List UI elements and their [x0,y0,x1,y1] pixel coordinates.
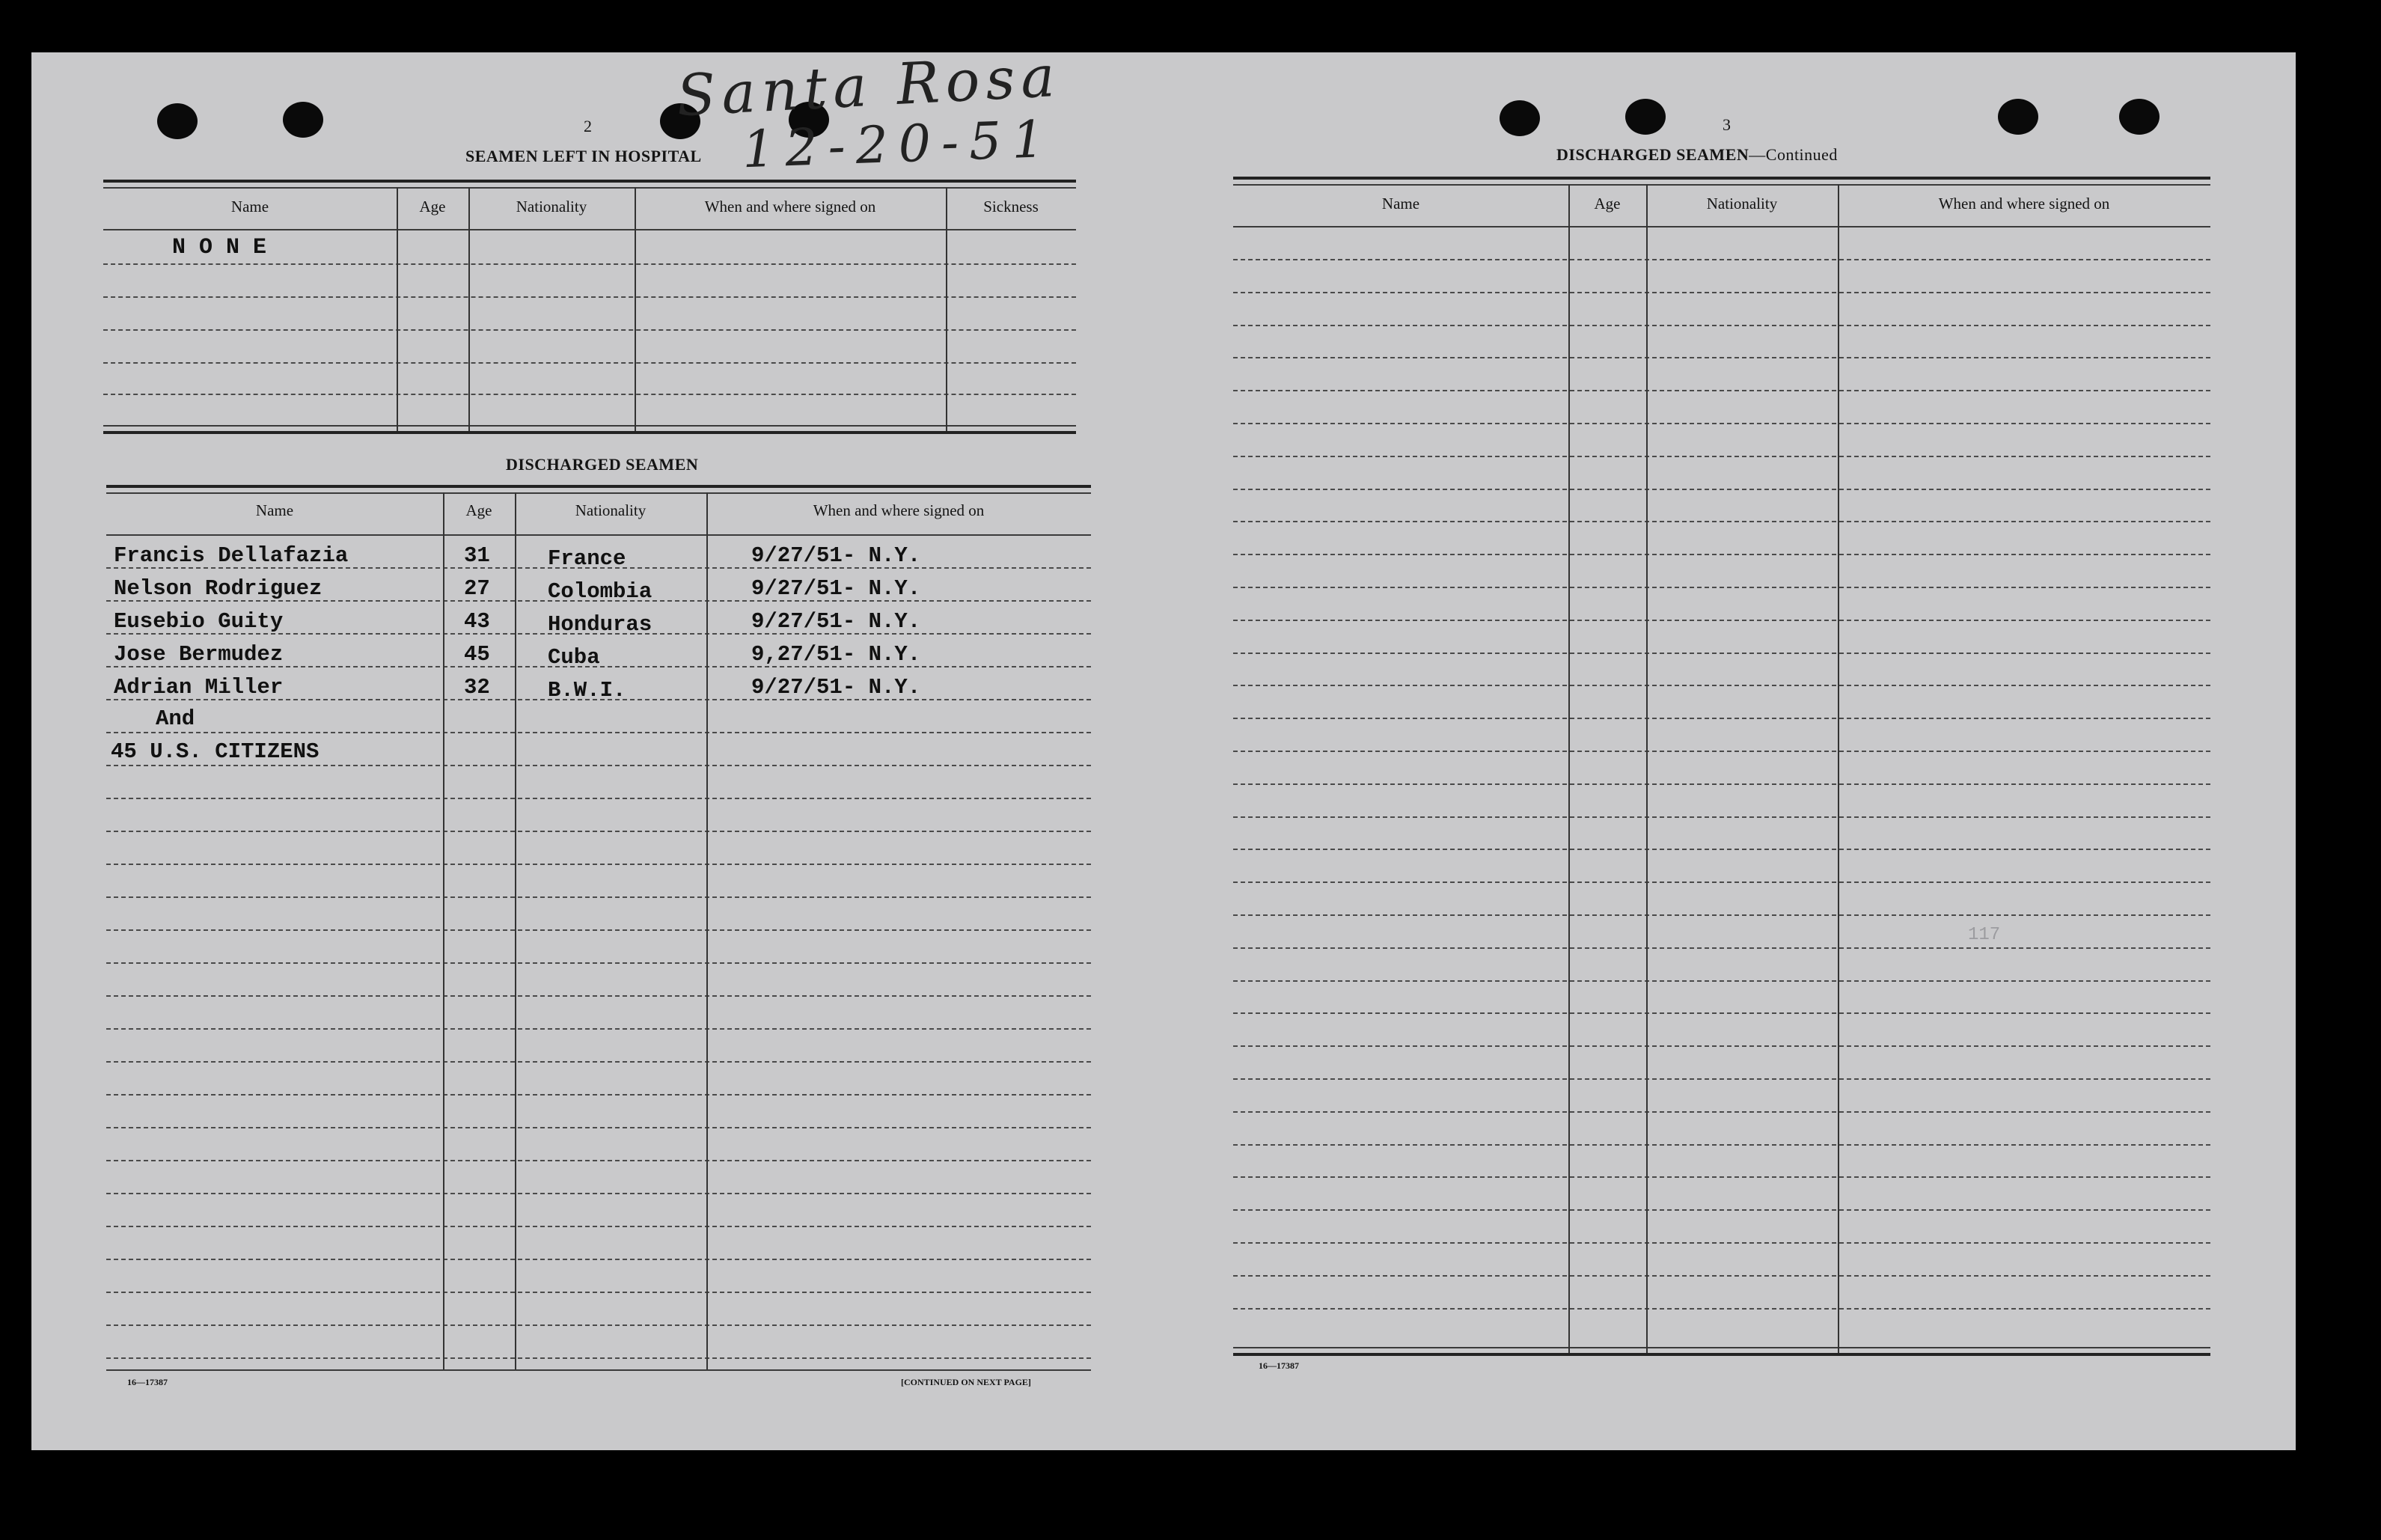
discharged-continued-heading [1556,145,1838,165]
ruled-line [1233,947,2210,949]
ruled-line [106,962,1091,964]
hospital-entry-none: N O N E [172,235,267,260]
col-header-name: Name [230,198,269,216]
document-sheet [31,42,2296,1450]
ruled-line [106,732,1091,733]
ruled-line [1233,816,2210,818]
ruled-line [1233,914,2210,916]
punch-hole [2119,99,2160,135]
col-header-age: Age [419,198,446,216]
ruled-line [1233,292,2210,293]
seaman-signed-on: 9/27/51- N.Y. [751,609,921,634]
ruled-line [106,1357,1091,1359]
ruled-line [1233,783,2210,785]
ruled-line [106,798,1091,799]
ruled-line [1233,718,2210,719]
seaman-signed-on: 9,27/51- N.Y. [751,642,921,667]
ruled-line [1233,1176,2210,1178]
ruled-line [106,896,1091,898]
us-citizens-line: 45 U.S. CITIZENS [111,739,320,764]
seaman-nationality: France [548,546,626,571]
and-line: And [156,706,195,731]
col-header-sickness: Sickness [983,198,1039,216]
seaman-nationality: Honduras [548,612,652,637]
ruled-line [106,765,1091,766]
ruled-line [1233,1111,2210,1113]
col-header-signed-on: When and where signed on [704,198,876,216]
punch-hole [1998,99,2038,135]
ruled-line [106,831,1091,832]
seaman-age: 27 [464,576,490,601]
punch-hole [1500,100,1540,136]
seaman-name: Adrian Miller [114,675,284,700]
ruled-line [106,1324,1091,1326]
seaman-name: Francis Dellafazia [114,543,349,568]
seaman-age: 43 [464,609,490,634]
seaman-nationality: B.W.I. [548,678,626,703]
seaman-name: Jose Bermudez [114,642,284,667]
ruled-line [106,1292,1091,1293]
ruled-line [1233,849,2210,850]
ruled-line [106,1226,1091,1227]
col-header-signed-on: When and where signed on [813,501,985,519]
seaman-name: Nelson Rodriguez [114,576,323,601]
ruled-line [106,1127,1091,1128]
ruled-line [1233,325,2210,326]
seaman-age: 31 [464,543,490,568]
seaman-name: Eusebio Guity [114,609,284,634]
handwritten-ship-name: Santa Rosa [675,42,1063,129]
ruled-line [1233,423,2210,424]
col-header-name: Name [1381,195,1420,213]
page-number-right: 3 [1723,115,1731,134]
ruled-line [106,1094,1091,1096]
ruled-line [106,1259,1091,1260]
ruled-line [1233,587,2210,588]
ruled-line [1233,685,2210,686]
ruled-line [106,1061,1091,1063]
continued-note: [CONTINUED ON NEXT PAGE] [901,1377,1031,1387]
ruled-line [1233,1308,2210,1310]
seaman-signed-on: 9/27/51- N.Y. [751,543,921,568]
punch-hole [157,103,198,139]
ruled-line [106,1160,1091,1161]
ruled-line [1233,751,2210,752]
col-header-nationality: Nationality [516,198,587,216]
form-number-left: 16—17387 [127,1377,168,1387]
seaman-signed-on: 9/27/51- N.Y. [751,675,921,700]
seaman-age: 32 [464,675,490,700]
ruled-line [106,1028,1091,1030]
punch-hole [283,102,323,138]
seaman-signed-on: 9/27/51- N.Y. [751,576,921,601]
ruled-line [1233,1144,2210,1146]
handwritten-date: 12-20-51 [741,109,1056,180]
ruled-line [1233,259,2210,260]
ruled-line [1233,620,2210,621]
discharged-heading: DISCHARGED SEAMEN [506,455,699,474]
col-header-nationality: Nationality [575,501,647,519]
ruled-line [1233,980,2210,982]
heading-continued: —Continued [1749,145,1838,164]
ruled-line [106,864,1091,865]
ruled-line [1233,1209,2210,1211]
ruled-line [1233,456,2210,457]
ruled-line [106,995,1091,997]
ruled-line [1233,357,2210,358]
col-header-signed-on: When and where signed on [1938,195,2110,213]
hospital-heading: SEAMEN LEFT IN HOSPITAL [465,147,702,165]
ruled-line [106,929,1091,931]
ruled-line [1233,1045,2210,1047]
ruled-line [1233,521,2210,522]
ruled-line [1233,1012,2210,1014]
ruled-line [1233,390,2210,391]
ruled-line [1233,1078,2210,1080]
form-number-right: 16—17387 [1259,1360,1299,1371]
col-header-age: Age [465,501,492,519]
punch-hole [1625,99,1666,135]
ruled-line [1233,554,2210,555]
ruled-line [1233,881,2210,883]
ruled-line [1233,653,2210,654]
col-header-age: Age [1594,195,1621,213]
page-number-left: 2 [584,117,592,135]
ruled-line [1233,489,2210,490]
col-header-name: Name [255,501,294,519]
col-header-nationality: Nationality [1706,195,1778,213]
seaman-nationality: Colombia [548,579,652,604]
seaman-age: 45 [464,642,490,667]
seaman-nationality: Cuba [548,645,600,670]
ruled-line [1233,1275,2210,1277]
heading-main: DISCHARGED SEAMEN [1556,145,1749,164]
ruled-line [106,1193,1091,1194]
faint-stamp: 117 [1968,925,2001,945]
ruled-line [1233,1242,2210,1244]
